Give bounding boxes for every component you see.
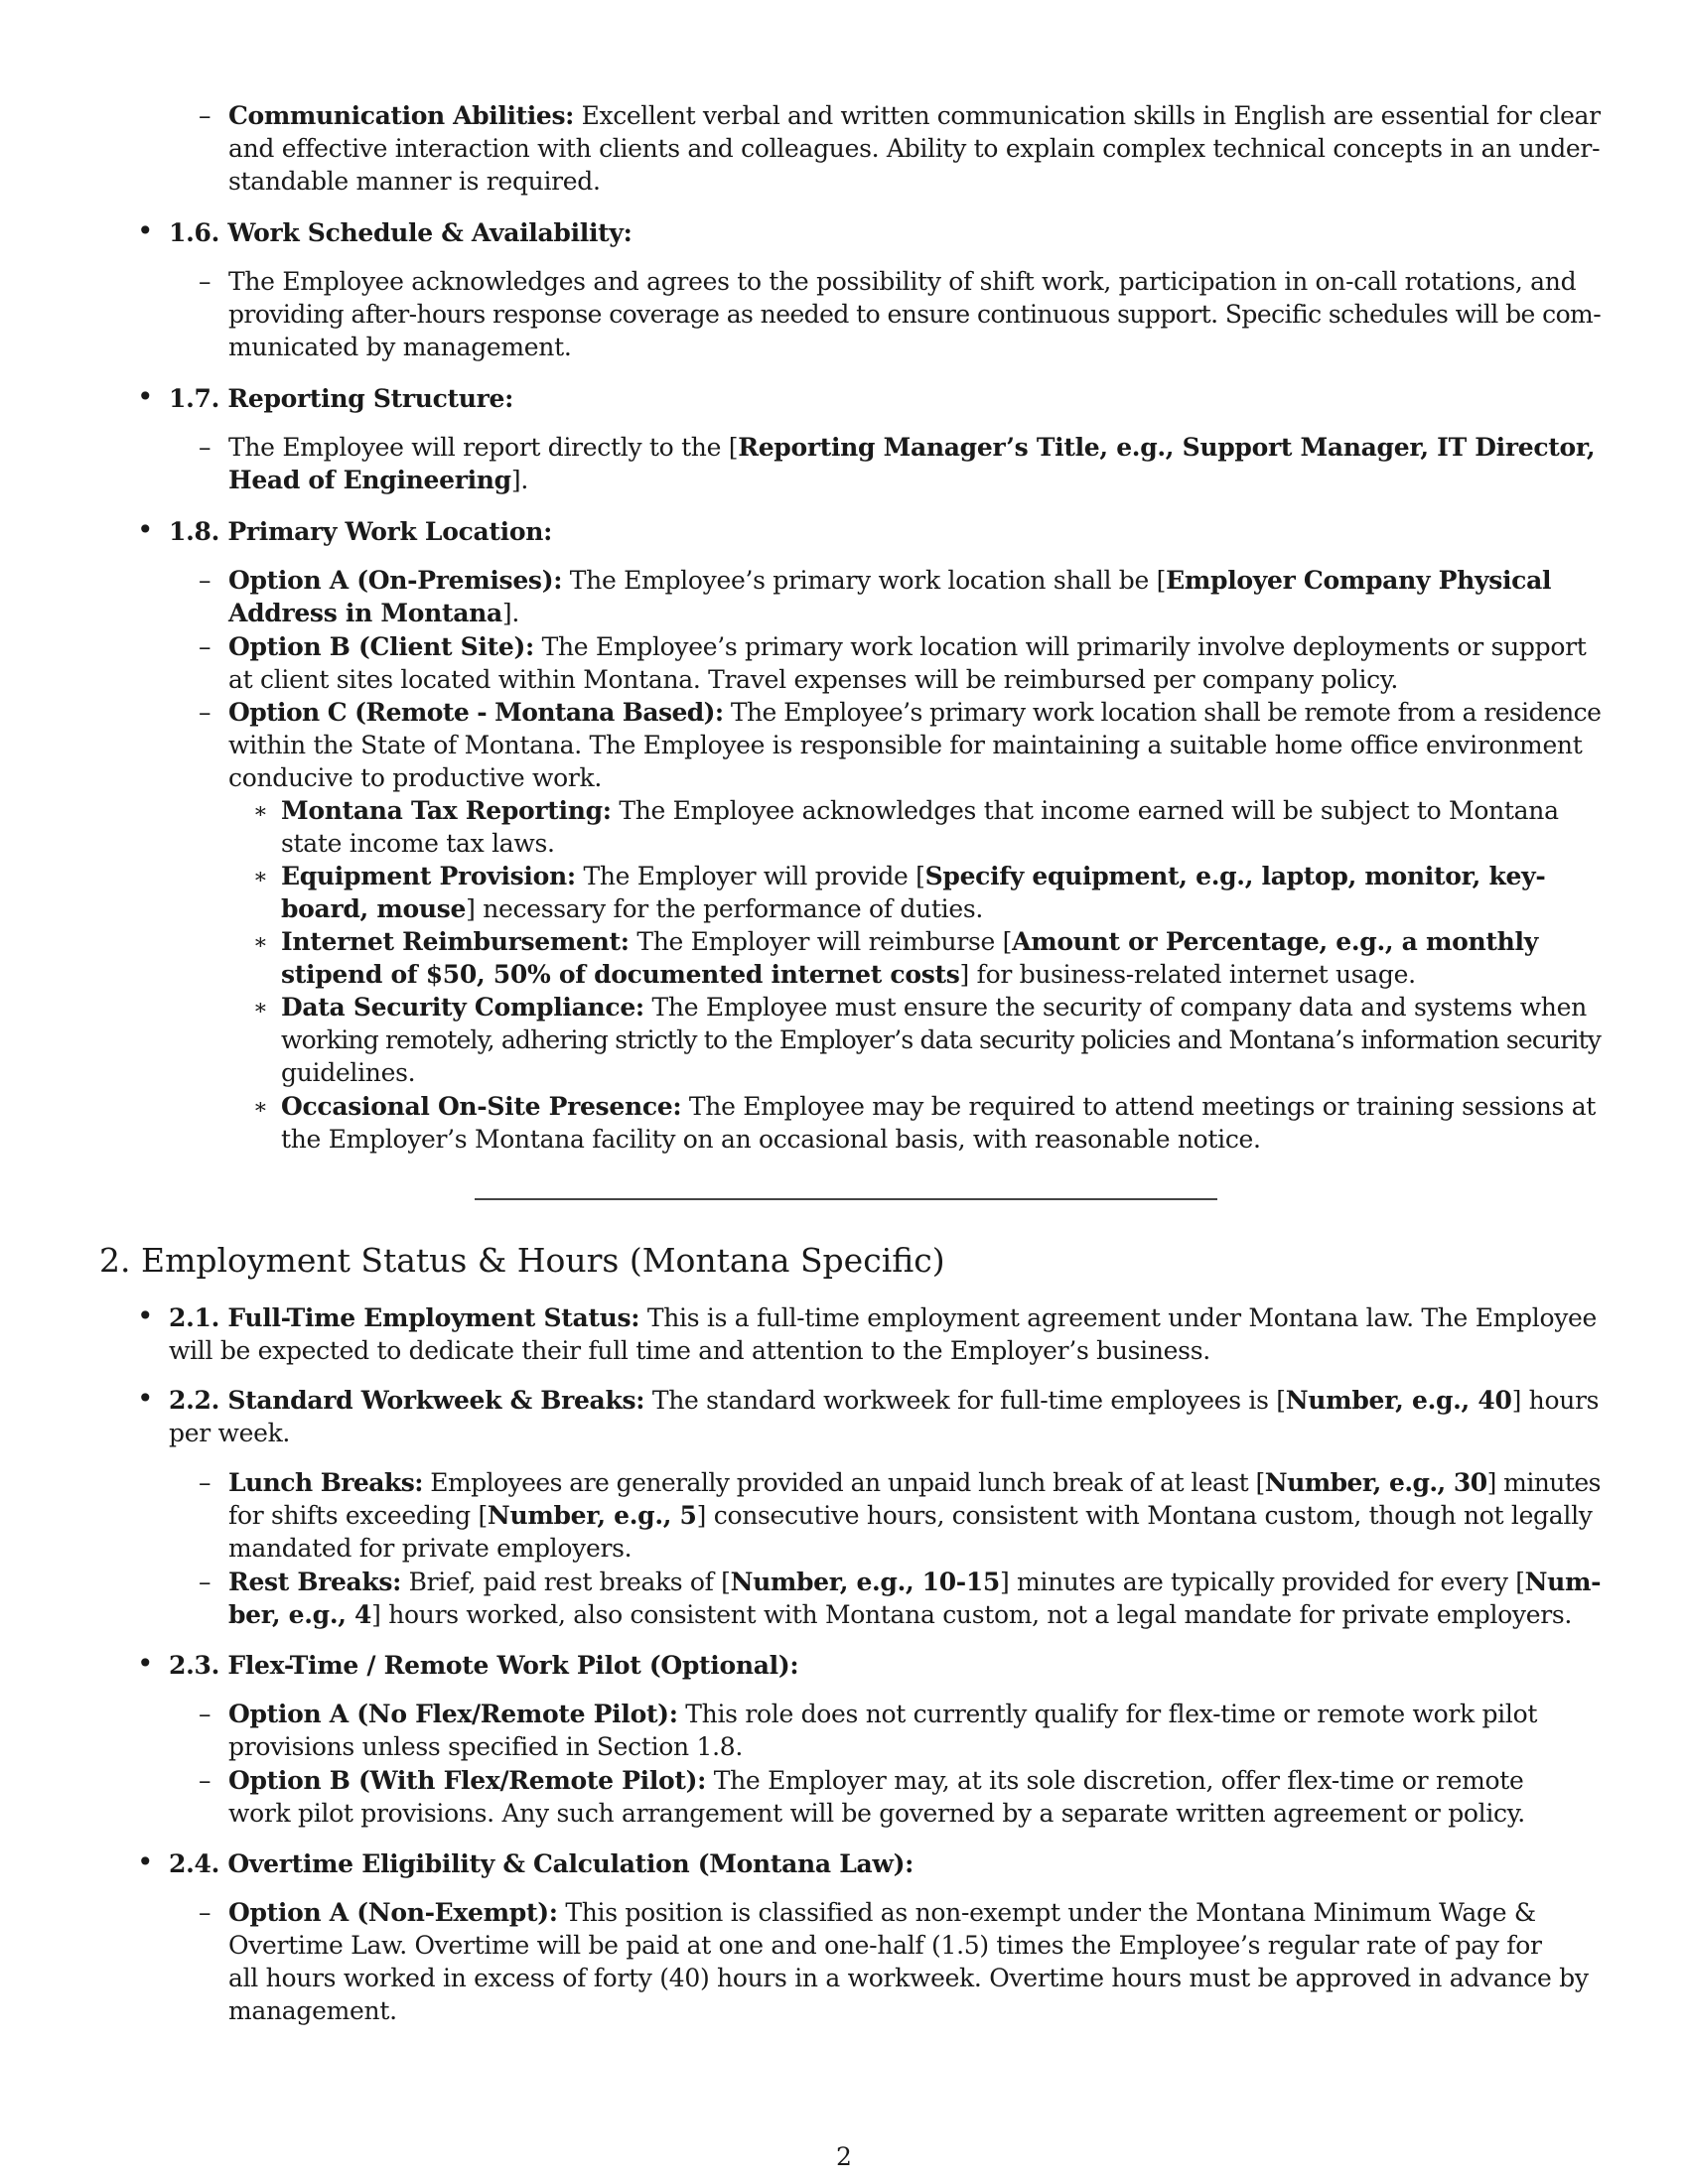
option-b-text: The Employee’s primary work location will primarily involve deployments or support xyxy=(533,632,1587,661)
s1-6-line-3: municated by management. xyxy=(228,333,572,361)
section-1-8-title xyxy=(169,515,552,548)
rest-line-2 xyxy=(228,1598,1572,1631)
lunch-text-2: for shifts exceeding [ xyxy=(228,1501,488,1530)
s2-3-opt-b-line-2: work pilot provisions. Any such arrangement will be governed by a separate written agreement or policy. xyxy=(228,1799,1525,1828)
opt-c-line-3: conducive to productive work. xyxy=(228,763,602,792)
s2-2-line-2: per week. xyxy=(169,1419,291,1447)
tax-line-1 xyxy=(281,794,1559,827)
opt-b-line-2: at client sites located within Montana. Travel expenses will be reimbursed per company policy. xyxy=(228,665,1399,694)
bullet-marker: • xyxy=(137,1299,154,1332)
onsite-text: The Employee may be required to attend meetings or training sessions at xyxy=(681,1092,1597,1121)
option-a-placeholder-cont: Address in Montana xyxy=(228,599,502,627)
inet-placeholder: Amount or Percentage, e.g., a monthly xyxy=(1012,927,1538,956)
section-1-8-label: 1.8. Primary Work Location: xyxy=(169,517,553,546)
section-2-3-title xyxy=(169,1649,798,1682)
s2-2-text-post: ] hours xyxy=(1511,1386,1600,1415)
sec-line-2: working remotely, adhering strictly to the Employer’s data security policies and Montana’s information security xyxy=(281,1025,1602,1054)
s2-2-text: The standard workweek for full-time employees is [ xyxy=(644,1386,1286,1415)
tax-text: The Employee acknowledges that income earned will be subject to Montana xyxy=(611,796,1559,825)
dash-marker: – xyxy=(199,1468,211,1497)
dash-marker: – xyxy=(199,267,211,296)
lunch-text: Employees are generally provided an unpaid lunch break of at least [ xyxy=(422,1468,1265,1497)
section-2-3-label: 2.3. Flex-Time / Remote Work Pilot (Optional): xyxy=(169,1651,799,1680)
equip-placeholder-cont: board, mouse xyxy=(281,894,467,923)
sec-label: Data Security Compliance: xyxy=(281,993,644,1022)
dash-marker: – xyxy=(199,1700,211,1728)
option-b-label: Option B (Client Site): xyxy=(228,632,534,661)
comm-line-3: standable manner is required. xyxy=(228,167,601,196)
equip-label: Equipment Provision: xyxy=(281,862,576,890)
rest-placeholder: Number, e.g., 10-15 xyxy=(730,1568,1000,1596)
asterisk-marker: ∗ xyxy=(253,930,268,955)
s1-7-text: The Employee will report directly to the [ xyxy=(228,433,739,462)
opt-b-line-1 xyxy=(228,630,1586,663)
comm-label: Communication Abilities: xyxy=(228,101,575,130)
s1-7-line-2 xyxy=(228,464,528,496)
section-1-7-label: 1.7. Reporting Structure: xyxy=(169,384,514,413)
section-divider xyxy=(475,1198,1217,1200)
rest-placeholder-2: Num- xyxy=(1524,1568,1602,1596)
onsite-line-1 xyxy=(281,1090,1596,1123)
option-a-text: The Employee’s primary work location shall be [ xyxy=(562,566,1167,595)
s2-2-label: 2.2. Standard Workweek & Breaks: xyxy=(169,1386,645,1415)
bullet-marker: • xyxy=(137,1647,154,1680)
lunch-text-post: ] minutes xyxy=(1486,1468,1601,1497)
bullet-marker: • xyxy=(137,1382,154,1415)
onsite-line-2: the Employer’s Montana facility on an occasional basis, with reasonable notice. xyxy=(281,1125,1261,1154)
option-a-placeholder: Employer Company Physical xyxy=(1166,566,1552,595)
s2-3-option-b-text: The Employer may, at its sole discretion, offer flex-time or remote xyxy=(706,1766,1524,1795)
section-1-6-label: 1.6. Work Schedule & Availability: xyxy=(169,218,633,247)
dash-marker: – xyxy=(199,1568,211,1596)
rest-placeholder-2-cont: ber, e.g., 4 xyxy=(228,1600,372,1629)
s1-6-line-1: The Employee acknowledges and agrees to the possibility of shift work, participation in on-call rotations, and xyxy=(228,267,1577,296)
comm-line-2: and effective interaction with clients and colleagues. Ability to explain complex technical concepts in an under- xyxy=(228,134,1601,163)
s2-3-option-b-label: Option B (With Flex/Remote Pilot): xyxy=(228,1766,707,1795)
s2-4-option-a-text: This position is classified as non-exempt under the Montana Minimum Wage & xyxy=(557,1898,1536,1927)
option-c-label: Option C (Remote - Montana Based): xyxy=(228,698,724,727)
lunch-placeholder: Number, e.g., 30 xyxy=(1264,1468,1487,1497)
page-number: 2 xyxy=(836,2142,852,2171)
option-a-label: Option A (On-Premises): xyxy=(228,566,563,595)
lunch-line-2 xyxy=(228,1499,1593,1532)
equip-line-1 xyxy=(281,860,1545,892)
s2-1-line-2: will be expected to dedicate their full time and attention to the Employer’s business. xyxy=(169,1336,1210,1365)
section-1-6-title xyxy=(169,216,633,249)
lunch-line-3: mandated for private employers. xyxy=(228,1534,633,1563)
dash-marker: – xyxy=(199,433,211,462)
comm-line-1 xyxy=(228,99,1601,132)
section-1-7-title xyxy=(169,382,513,415)
dash-marker: – xyxy=(199,101,211,130)
dash-marker: – xyxy=(199,698,211,727)
s1-7-placeholder-cont: Head of Engineering xyxy=(228,466,511,494)
dash-marker: – xyxy=(199,1898,211,1927)
lunch-placeholder-2: Number, e.g., 5 xyxy=(487,1501,697,1530)
bullet-marker: • xyxy=(137,1845,154,1878)
equip-text: The Employer will provide [ xyxy=(575,862,925,890)
s2-1-text: This is a full-time employment agreement under Montana law. The Employee xyxy=(639,1303,1598,1332)
asterisk-marker: ∗ xyxy=(253,996,268,1021)
option-a-text-end: ]. xyxy=(501,599,520,627)
s2-3-option-a-label: Option A (No Flex/Remote Pilot): xyxy=(228,1700,678,1728)
sec-line-1 xyxy=(281,991,1587,1024)
asterisk-marker: ∗ xyxy=(253,799,268,824)
inet-line-2 xyxy=(281,958,1416,991)
s2-2-line-1 xyxy=(169,1384,1599,1417)
inet-label: Internet Reimbursement: xyxy=(281,927,630,956)
opt-c-line-1 xyxy=(228,696,1601,729)
s2-1-label: 2.1. Full-Time Employment Status: xyxy=(169,1303,640,1332)
dash-marker: – xyxy=(199,1766,211,1795)
onsite-label: Occasional On-Site Presence: xyxy=(281,1092,682,1121)
dash-marker: – xyxy=(199,632,211,661)
s2-4-opt-a-line-3: all hours worked in excess of forty (40) hours in a workweek. Overtime hours must be approved in advance by xyxy=(228,1964,1589,1992)
sec-text: The Employee must ensure the security of company data and systems when xyxy=(643,993,1587,1022)
s2-1-line-1 xyxy=(169,1301,1597,1334)
bullet-marker: • xyxy=(137,214,154,247)
rest-text-end: ] hours worked, also consistent with Montana custom, not a legal mandate for private employers. xyxy=(371,1600,1573,1629)
bullet-marker: • xyxy=(137,380,154,413)
s2-4-opt-a-line-1 xyxy=(228,1896,1536,1929)
bullet-marker: • xyxy=(137,513,154,546)
s1-7-placeholder: Reporting Manager’s Title, e.g., Support Manager, IT Director, xyxy=(738,433,1596,462)
tax-line-2: state income tax laws. xyxy=(281,829,555,858)
sec-line-3: guidelines. xyxy=(281,1058,416,1087)
equip-text-end: ] necessary for the performance of duties. xyxy=(466,894,984,923)
asterisk-marker: ∗ xyxy=(253,865,268,889)
inet-placeholder-cont: stipend of $50, 50% of documented internet costs xyxy=(281,960,960,989)
lunch-line-1 xyxy=(228,1466,1601,1499)
s2-3-option-a-text: This role does not currently qualify for flex-time or remote work pilot xyxy=(677,1700,1538,1728)
dash-marker: – xyxy=(199,566,211,595)
comm-text: Excellent verbal and written communication skills in English are essential for clear xyxy=(574,101,1601,130)
s2-2-placeholder: Number, e.g., 40 xyxy=(1285,1386,1512,1415)
rest-line-1 xyxy=(228,1566,1601,1598)
opt-a-line-2 xyxy=(228,597,519,629)
rest-text: Brief, paid rest breaks of [ xyxy=(401,1568,731,1596)
s1-7-text-end: ]. xyxy=(510,466,528,494)
s1-6-line-2: providing after-hours response coverage as needed to ensure continuous support. Specific schedules will be com- xyxy=(228,300,1602,329)
s2-3-opt-a-line-2: provisions unless specified in Section 1.8. xyxy=(228,1732,744,1761)
opt-c-line-2: within the State of Montana. The Employee is responsible for maintaining a suitable home office environment xyxy=(228,731,1583,759)
section-2-4-title xyxy=(169,1847,914,1880)
equip-placeholder: Specify equipment, e.g., laptop, monitor, key- xyxy=(924,862,1546,890)
option-c-text: The Employee’s primary work location shall be remote from a residence xyxy=(723,698,1602,727)
inet-text: The Employer will reimburse [ xyxy=(629,927,1013,956)
equip-line-2 xyxy=(281,892,983,925)
s2-3-opt-a-line-1 xyxy=(228,1698,1537,1730)
s2-4-opt-a-line-2: Overtime Law. Overtime will be paid at one and one-half (1.5) times the Employee’s regular rate of pay for xyxy=(228,1931,1542,1960)
opt-a-line-1 xyxy=(228,564,1551,597)
rest-text-mid: ] minutes are typically provided for every [ xyxy=(999,1568,1525,1596)
s2-3-opt-b-line-1 xyxy=(228,1764,1524,1797)
rest-label: Rest Breaks: xyxy=(228,1568,401,1596)
section-2-4-label: 2.4. Overtime Eligibility & Calculation (Montana Law): xyxy=(169,1849,914,1878)
inet-line-1 xyxy=(281,925,1538,958)
lunch-label: Lunch Breaks: xyxy=(228,1468,423,1497)
tax-label: Montana Tax Reporting: xyxy=(281,796,612,825)
s2-4-option-a-label: Option A (Non-Exempt): xyxy=(228,1898,558,1927)
s1-7-line-1 xyxy=(228,431,1595,464)
asterisk-marker: ∗ xyxy=(253,1095,268,1120)
inet-text-end: ] for business-related internet usage. xyxy=(959,960,1416,989)
section-2-heading: 2. Employment Status & Hours (Montana Specific) xyxy=(99,1241,945,1280)
lunch-text-2-post: ] consecutive hours, consistent with Montana custom, though not legally xyxy=(696,1501,1593,1530)
s2-4-opt-a-line-4: management. xyxy=(228,1996,397,2025)
